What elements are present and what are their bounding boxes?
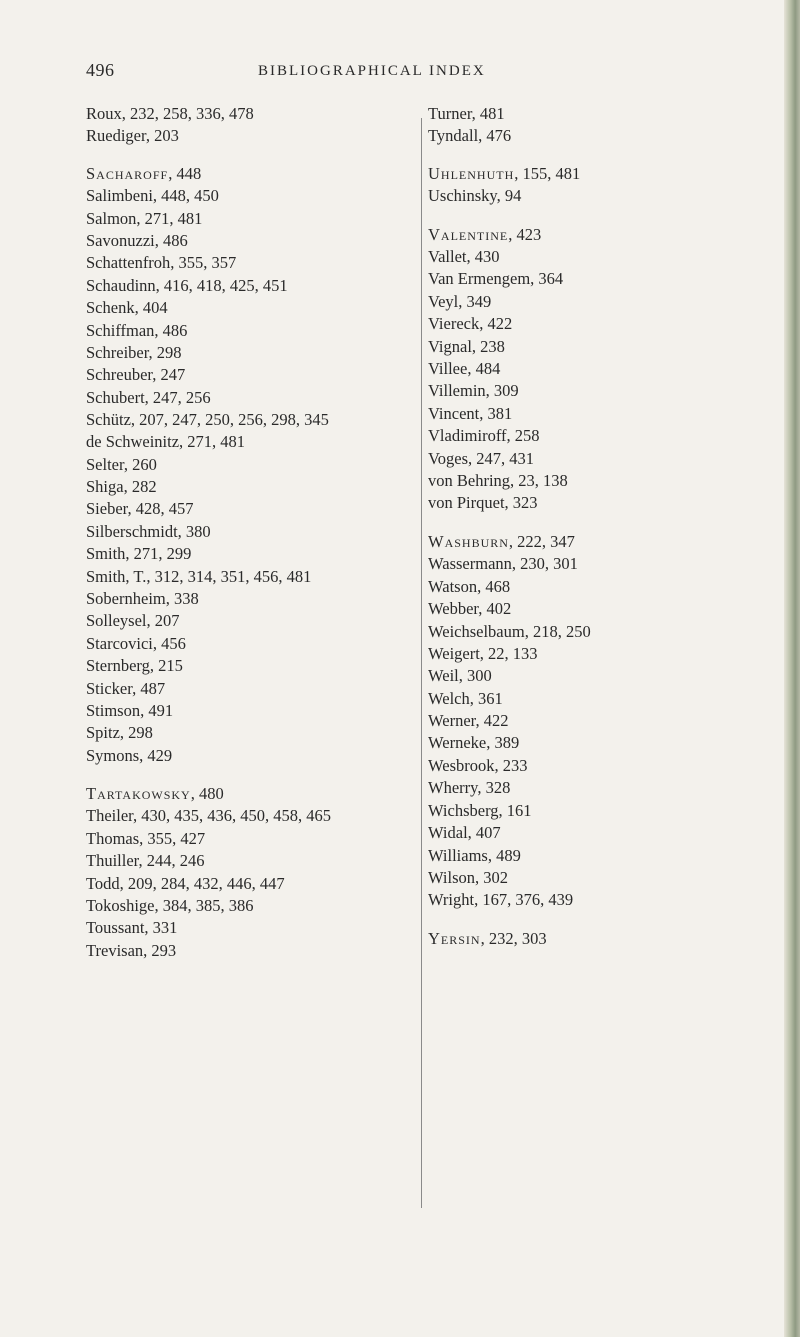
index-entry-text: Sieber, 428, 457 — [86, 499, 194, 518]
index-entry — [86, 805, 331, 827]
index-entry-text: Tyndall, 476 — [428, 126, 512, 145]
index-entry-text: , 480 — [190, 784, 224, 803]
index-entry-text: Shiga, 282 — [86, 477, 157, 496]
index-entry-text: Tokoshige, 384, 385, 386 — [86, 896, 254, 915]
index-entry-text: Weichselbaum, 218, 250 — [428, 622, 591, 641]
index-entry-text: Wherry, 328 — [428, 778, 511, 797]
index-entry-text: Savonuzzi, 486 — [86, 231, 188, 250]
index-entry — [86, 850, 205, 872]
index-entry — [428, 246, 500, 268]
page-number: 496 — [86, 60, 115, 80]
index-entry — [428, 125, 511, 147]
index-entry — [86, 498, 194, 520]
index-entry — [86, 940, 176, 962]
index-entry — [86, 342, 182, 364]
index-entry — [86, 917, 177, 939]
index-entry — [428, 710, 508, 732]
index-entry-text: Salmon, 271, 481 — [86, 209, 203, 228]
index-entry — [86, 633, 186, 655]
index-entry — [86, 364, 185, 386]
index-entry-text: Spitz, 298 — [86, 723, 153, 742]
index-entry — [428, 470, 568, 492]
column-divider — [421, 118, 422, 1208]
index-entry-text: Schubert, 247, 256 — [86, 388, 211, 407]
index-entry — [428, 492, 538, 514]
index-entry — [428, 867, 508, 889]
index-entry-text: Watson, 468 — [428, 577, 511, 596]
index-entry-text: Viereck, 422 — [428, 314, 513, 333]
index-entry — [86, 230, 188, 252]
index-entry — [428, 688, 503, 710]
index-entry — [86, 828, 205, 850]
index-entry-text: Villemin, 309 — [428, 381, 519, 400]
index-entry — [428, 291, 491, 313]
index-entry-text: Selter, 260 — [86, 455, 157, 474]
index-entry-lead: Tartakowsky — [86, 784, 191, 803]
index-entry — [86, 208, 202, 230]
index-entry — [86, 275, 288, 297]
index-entry — [86, 783, 224, 805]
index-entry — [428, 103, 505, 125]
index-entry-text: Vallet, 430 — [428, 247, 500, 266]
index-entry — [428, 268, 563, 290]
index-entry-text: Stimson, 491 — [86, 701, 174, 720]
index-entry-text: Schattenfroh, 355, 357 — [86, 253, 237, 272]
index-entry-text: Turner, 481 — [428, 104, 505, 123]
index-entry-text: Smith, T., 312, 314, 351, 456, 481 — [86, 567, 312, 586]
index-entry — [86, 588, 199, 610]
index-entry — [428, 553, 578, 575]
index-entry-lead: Washburn — [428, 532, 509, 551]
index-entry — [86, 431, 245, 453]
index-entry-text: Symons, 429 — [86, 746, 173, 765]
index-entry — [428, 425, 540, 447]
index-entry-text: Weil, 300 — [428, 666, 492, 685]
index-entry — [86, 163, 201, 185]
index-entry-text: Schaudinn, 416, 418, 425, 451 — [86, 276, 288, 295]
index-entry — [428, 845, 521, 867]
index-entry — [428, 777, 510, 799]
index-entry-text: Weigert, 22, 133 — [428, 644, 538, 663]
page-binding-edge — [784, 0, 800, 1337]
index-entry-text: Werner, 422 — [428, 711, 509, 730]
index-entry-text: , 423 — [508, 225, 542, 244]
index-entry — [428, 448, 534, 470]
index-entry-text: Voges, 247, 431 — [428, 449, 535, 468]
index-entry-text: Salimbeni, 448, 450 — [86, 186, 219, 205]
index-entry-lead: Valentine — [428, 225, 509, 244]
index-entry-text: Werneke, 389 — [428, 733, 520, 752]
index-entry — [86, 476, 157, 498]
index-entry-text: Uschinsky, 94 — [428, 186, 522, 205]
index-entry — [428, 576, 510, 598]
index-entry — [428, 800, 532, 822]
index-entry — [428, 643, 538, 665]
index-entry — [428, 889, 573, 911]
index-entry-text: , 448 — [168, 164, 202, 183]
index-entry — [86, 745, 172, 767]
running-head: BIBLIOGRAPHICAL INDEX — [258, 63, 486, 79]
index-entry-text: Ruediger, 203 — [86, 126, 179, 145]
index-entry-text: Thuiller, 244, 246 — [86, 851, 205, 870]
index-entry — [86, 873, 285, 895]
index-entry — [428, 732, 519, 754]
index-entry — [86, 297, 168, 319]
index-entry — [86, 678, 165, 700]
index-entry-text: Sternberg, 215 — [86, 656, 183, 675]
index-entry — [428, 665, 492, 687]
index-entry-text: Williams, 489 — [428, 846, 521, 865]
index-entry-text: von Pirquet, 323 — [428, 493, 538, 512]
index-entry-lead: Sacharoff — [86, 164, 169, 183]
index-entry-text: Schreiber, 298 — [86, 343, 182, 362]
index-entry-text: Wassermann, 230, 301 — [428, 554, 578, 573]
index-entry — [86, 895, 254, 917]
index-entry — [428, 598, 511, 620]
index-entry — [86, 252, 236, 274]
index-entry-text: Schreuber, 247 — [86, 365, 186, 384]
index-entry — [86, 543, 191, 565]
index-entry — [428, 163, 580, 185]
index-entry-text: Schiffman, 486 — [86, 321, 188, 340]
index-entry — [428, 224, 541, 246]
index-entry — [86, 700, 173, 722]
index-entry — [86, 566, 311, 588]
index-entry — [86, 320, 187, 342]
index-entry-text: Wright, 167, 376, 439 — [428, 890, 574, 909]
index-entry-text: , 232, 303 — [480, 929, 547, 948]
index-entry-text: Vladimiroff, 258 — [428, 426, 540, 445]
index-entry-text: Schenk, 404 — [86, 298, 168, 317]
index-entry — [86, 125, 179, 147]
index-entry-text: Sobernheim, 338 — [86, 589, 199, 608]
index-entry-text: Sticker, 487 — [86, 679, 166, 698]
index-entry-text: Theiler, 430, 435, 436, 450, 458, 465 — [86, 806, 331, 825]
index-entry — [86, 387, 211, 409]
index-entry — [428, 822, 501, 844]
index-entry-text: Roux, 232, 258, 336, 478 — [86, 104, 254, 123]
index-entry — [428, 358, 500, 380]
index-entry — [428, 755, 528, 777]
index-entry — [86, 722, 153, 744]
index-entry-text: , 155, 481 — [514, 164, 581, 183]
index-entry — [428, 185, 521, 207]
index-entry-text: Wesbrook, 233 — [428, 756, 528, 775]
index-entry — [86, 610, 180, 632]
index-entry — [86, 103, 254, 125]
index-entry — [428, 380, 519, 402]
index-entry-text: Toussant, 331 — [86, 918, 178, 937]
index-entry — [86, 409, 329, 431]
index-entry-text: Schütz, 207, 247, 250, 256, 298, 345 — [86, 410, 329, 429]
index-entry-text: Villee, 484 — [428, 359, 501, 378]
index-entry-text: Solleysel, 207 — [86, 611, 180, 630]
index-entry-text: Smith, 271, 299 — [86, 544, 192, 563]
index-entry-text: Veyl, 349 — [428, 292, 492, 311]
index-entry-text: Vignal, 238 — [428, 337, 505, 356]
index-entry-text: Vincent, 381 — [428, 404, 513, 423]
index-entry-text: Trevisan, 293 — [86, 941, 177, 960]
index-entry-text: , 222, 347 — [508, 532, 575, 551]
index-entry-text: Starcovici, 456 — [86, 634, 186, 653]
index-entry — [428, 928, 547, 950]
index-entry — [86, 521, 211, 543]
index-entry-text: Van Ermengem, 364 — [428, 269, 564, 288]
index-entry-text: Welch, 361 — [428, 689, 503, 708]
index-entry-text: Wilson, 302 — [428, 868, 509, 887]
index-entry-text: de Schweinitz, 271, 481 — [86, 432, 246, 451]
index-entry-lead: Yersin — [428, 929, 481, 948]
index-entry — [428, 313, 512, 335]
index-entry-text: Widal, 407 — [428, 823, 501, 842]
index-entry — [86, 454, 157, 476]
index-entry-text: von Behring, 23, 138 — [428, 471, 568, 490]
index-entry-text: Webber, 402 — [428, 599, 512, 618]
index-entry-lead: Uhlenhuth — [428, 164, 515, 183]
index-entry — [428, 621, 591, 643]
index-entry — [86, 185, 219, 207]
index-entry — [428, 531, 575, 553]
index-entry — [428, 403, 512, 425]
index-entry-text: Todd, 209, 284, 432, 446, 447 — [86, 874, 285, 893]
index-entry-text: Silberschmidt, 380 — [86, 522, 211, 541]
index-entry — [428, 336, 505, 358]
index-entry-text: Thomas, 355, 427 — [86, 829, 206, 848]
index-entry — [86, 655, 183, 677]
index-entry-text: Wichsberg, 161 — [428, 801, 532, 820]
